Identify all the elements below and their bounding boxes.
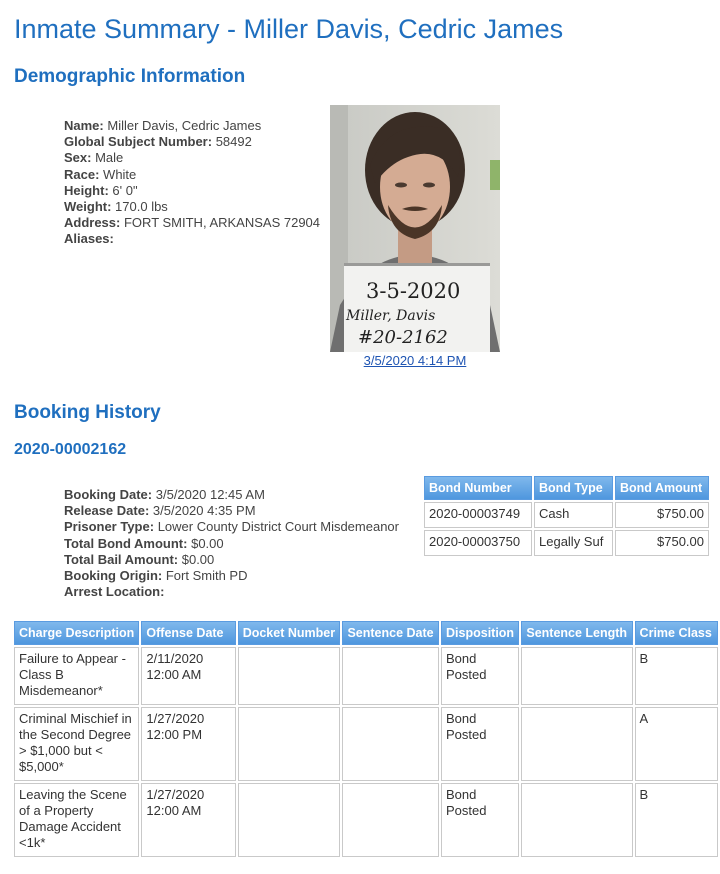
placard-number-text: #20-2162	[358, 327, 448, 348]
charges-table-header	[14, 621, 718, 645]
field-booking-origin: Booking Origin: Fort Smith PD	[64, 568, 248, 584]
field-prisoner-type: Prisoner Type: Lower County District Court Misdemeanor	[64, 519, 399, 535]
placard-date-text: 3-5-2020	[366, 279, 461, 303]
disposition-cell: Bond Posted	[441, 783, 519, 857]
booking-number-heading: 2020-00002162	[14, 441, 127, 458]
bond-type-column-header[interactable]: Bond Type	[534, 476, 613, 500]
field-booking-date: Booking Date: 3/5/2020 12:45 AM	[64, 487, 265, 502]
offense-date-cell: 1/27/2020 12:00 AM	[141, 783, 235, 857]
disposition-cell: Bond Posted	[441, 707, 519, 781]
charge-description-column-header[interactable]: Charge Description	[14, 621, 139, 645]
docket-number-cell	[238, 783, 341, 857]
crime-class-cell: A	[635, 707, 718, 781]
table-row	[14, 707, 718, 781]
booking-history-heading: Booking History	[14, 402, 161, 423]
sentence-date-column-header[interactable]: Sentence Date	[342, 621, 439, 645]
bond-number-cell: 2020-00003749	[424, 502, 532, 528]
bond-amount-cell: $750.00	[615, 502, 709, 528]
table-row	[14, 647, 718, 705]
field-weight: Weight: 170.0 lbs	[64, 199, 168, 215]
docket-number-cell	[238, 647, 341, 705]
field-race: Race: White	[64, 166, 137, 182]
sentence-length-cell	[521, 647, 632, 705]
docket-number-cell	[238, 707, 341, 781]
crime-class-cell: B	[635, 783, 718, 857]
crime-class-cell: B	[635, 647, 718, 705]
bond-type-cell: Cash	[534, 502, 613, 528]
bond-amount-column-header[interactable]: Bond Amount	[615, 476, 709, 500]
sentence-length-cell	[521, 783, 632, 857]
charges-table	[12, 619, 720, 859]
bond-type-cell: Legally Suf	[534, 530, 613, 556]
field-address: Address: FORT SMITH, ARKANSAS 72904	[64, 215, 321, 231]
field-sex: Sex: Male	[64, 150, 124, 166]
photo-date-link[interactable]: 3/5/2020 4:14 PM	[363, 353, 467, 368]
booking-fields	[64, 487, 399, 600]
sentence-length-cell	[521, 707, 632, 781]
disposition-cell: Bond Posted	[441, 647, 519, 705]
field-name: Name: Miller Davis, Cedric James	[64, 118, 262, 133]
charge-description-cell: Leaving the Scene of a Property Damage Accident <1k*	[14, 783, 139, 857]
field-arrest-location: Arrest Location:	[64, 584, 165, 600]
crime-class-column-header[interactable]: Crime Class	[635, 621, 718, 645]
docket-number-column-header[interactable]: Docket Number	[238, 621, 341, 645]
table-row	[14, 783, 718, 857]
offense-date-cell: 2/11/2020 12:00 AM	[141, 647, 235, 705]
field-total-bail-amount: Total Bail Amount: $0.00	[64, 551, 215, 567]
bond-number-cell: 2020-00003750	[424, 530, 532, 556]
demographic-fields	[64, 118, 320, 248]
sentence-length-column-header[interactable]: Sentence Length	[521, 621, 632, 645]
charges-table-container[interactable]	[12, 619, 720, 859]
field-total-bond-amount: Total Bond Amount: $0.00	[64, 535, 224, 551]
field-release-date: Release Date: 3/5/2020 4:35 PM	[64, 503, 256, 519]
charge-description-cell: Failure to Appear - Class B Misdemeanor*	[14, 647, 139, 705]
field-height: Height: 6' 0"	[64, 182, 138, 198]
bond-table	[422, 474, 711, 558]
field-aliases: Aliases:	[64, 231, 114, 247]
bond-table-header	[424, 476, 709, 500]
sentence-date-cell	[342, 707, 439, 781]
sentence-date-cell	[342, 783, 439, 857]
bond-number-column-header[interactable]: Bond Number	[424, 476, 532, 500]
page-title: Inmate Summary - Miller Davis, Cedric James	[14, 14, 564, 44]
table-row	[424, 530, 709, 556]
mugshot-photo[interactable]	[330, 105, 500, 352]
bond-amount-cell: $750.00	[615, 530, 709, 556]
offense-date-cell: 1/27/2020 12:00 PM	[141, 707, 235, 781]
disposition-column-header[interactable]: Disposition	[441, 621, 519, 645]
placard-name-text: Miller, Davis	[346, 308, 436, 324]
offense-date-column-header[interactable]: Offense Date	[141, 621, 235, 645]
charge-description-cell: Criminal Mischief in the Second Degree > $1,000 but < $5,000*	[14, 707, 139, 781]
table-row	[424, 502, 709, 528]
demographic-heading: Demographic Information	[14, 66, 246, 87]
field-global-subject-number: Global Subject Number: 58492	[64, 134, 252, 150]
mugshot-image	[330, 105, 500, 352]
sentence-date-cell	[342, 647, 439, 705]
